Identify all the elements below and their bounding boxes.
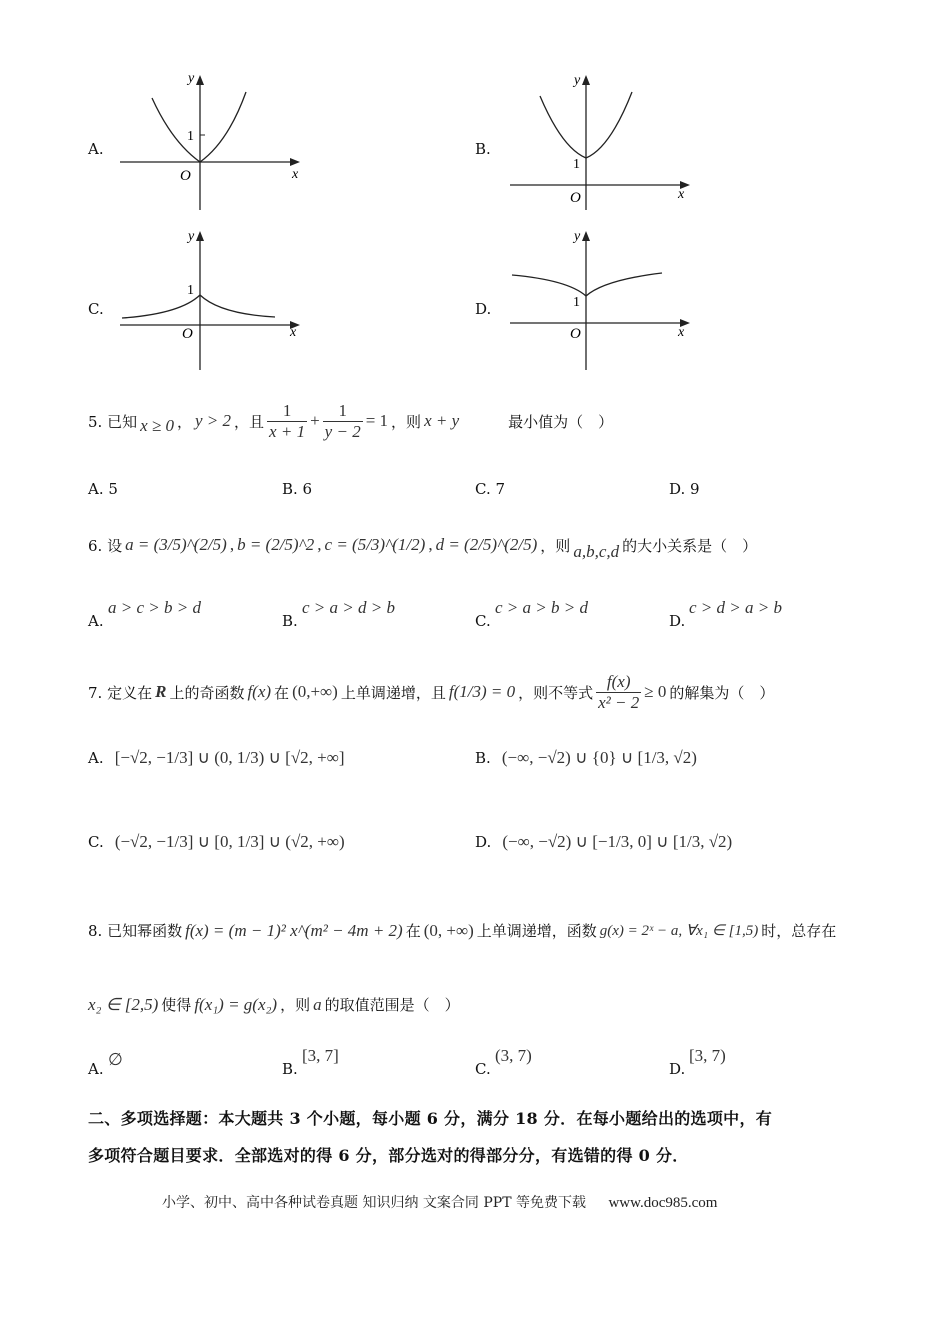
q7-inequality: $\frac{f(x)}{\text{x² − 2}}$	[598, 671, 640, 712]
q5-cond1: x ≥ 0	[140, 416, 174, 435]
q7-option-d: D. (−∞, −√2) ∪ [−1/3, 0] ∪ [1/3, √2)	[475, 832, 733, 851]
q5-fraction-1: $\frac{1}{x + 1}$	[269, 400, 306, 441]
footer-url[interactable]: www.doc985.com	[608, 1195, 718, 1211]
q7-mid3: 上单调递增，且	[340, 683, 446, 702]
graph-c-x-label: x	[290, 325, 297, 340]
q8-interval: (0, +∞)	[423, 920, 474, 940]
q6-vars: a,b,c,d	[573, 542, 620, 561]
q5-equals: = 1	[365, 411, 389, 430]
option-d-label: D.	[475, 300, 492, 318]
q5-fraction-2: $\frac{1}{y - 2}$	[324, 400, 361, 441]
graph-c-tick: 1	[187, 283, 194, 298]
q7-interval: (0,+∞)	[292, 682, 338, 701]
graph-c-y-label: y	[188, 229, 195, 244]
q8-mid1: 在	[405, 922, 421, 940]
question-8-line-1	[88, 920, 836, 941]
graph-a-y-label: y	[188, 71, 195, 86]
q8-a: a	[313, 994, 322, 1014]
question-7	[88, 664, 774, 720]
q7-rel: ≥ 0	[644, 682, 667, 701]
graph-b-x-label: x	[678, 187, 685, 202]
q7-fx: f(x)	[247, 682, 272, 701]
q8-g: g(x) = 2ˣ − a, ∀x₁ ∈ [1,5)	[599, 923, 759, 939]
graph-d-origin: O	[570, 326, 581, 342]
section-2-line-2: 多项符合题目要求．全部选对的得 6 分，部分选对的得部分分，有选错的得 0 分．	[88, 1146, 689, 1165]
footer-text: 小学、初中、高中各种试卷真题 知识归纳 文案合同 PPT 等免费下载	[162, 1195, 586, 1211]
q7-option-b: B. (−∞, −√2) ∪ {0} ∪ [1/3, √2)	[475, 748, 697, 767]
q5-sep2: ，且	[234, 412, 265, 431]
q5-suffix: 最小值为（ ）	[508, 412, 614, 431]
q7-option-c: C. (−√2, −1/3] ∪ [0, 1/3] ∪ (√2, +∞)	[88, 832, 345, 851]
q8-prefix: 8. 已知幂函数	[88, 922, 183, 940]
q7-mid1: 上的奇函数	[169, 683, 245, 702]
q7-mid4: ，则不等式	[518, 683, 594, 702]
graph-b-y-label: y	[574, 73, 581, 88]
q5-plus: +	[310, 411, 320, 430]
graph-option-a	[110, 70, 310, 215]
q6-def-a: a = (3/5)^(2/5)	[125, 535, 227, 554]
footer	[162, 1192, 717, 1212]
q8-x2: x₂ ∈ [2,5)	[88, 994, 159, 1014]
graph-d-y-label: y	[574, 229, 581, 244]
option-c-label: C.	[88, 300, 104, 318]
option-a-label: A.	[88, 140, 104, 158]
q8-suffix: 的取值范围是（ ）	[324, 996, 460, 1014]
q8-mid3: 时，总存在	[761, 922, 837, 940]
q8-func: f(x) = (m − 1)² x^(m² − 4m + 2)	[185, 920, 403, 940]
q7-option-a: A. [−√2, −1/3] ∪ (0, 1/3) ∪ [√2, +∞]	[88, 748, 345, 767]
question-6: 6. 设 a = (3/5)^(2/5) , b = (2/5)^2 , c = (5/3)^(1/2) , d = (2/5)^(2/5) ，则 a,b,c,d 的大小关系是（ ）	[88, 535, 758, 561]
graph-d-tick: 1	[573, 295, 580, 310]
graph-a-tick: 1	[187, 129, 194, 144]
graph-option-c	[110, 228, 310, 373]
graph-option-b	[500, 70, 700, 215]
option-b-label: B.	[475, 140, 491, 158]
q5-sep1: ，	[176, 412, 192, 431]
question-5	[88, 396, 613, 446]
q8-mid2: 上单调递增，函数	[476, 922, 597, 940]
q7-r: R	[155, 682, 167, 701]
graph-a-x-label: x	[292, 167, 299, 182]
q6-def-d: d = (2/5)^(2/5)	[435, 535, 538, 554]
q5-prefix: 5. 已知	[88, 412, 138, 431]
q5-cond2: y > 2	[195, 411, 232, 430]
q7-cond: f(1/3) = 0	[448, 682, 516, 701]
q5-option-a: A. 5	[88, 480, 118, 498]
graph-a-origin: O	[180, 168, 191, 184]
graph-b-tick: 1	[573, 157, 580, 172]
q8-mid4: 使得	[161, 996, 192, 1014]
q8-mid5: ，则	[280, 996, 311, 1014]
q7-suffix: 的解集为（ ）	[669, 683, 775, 702]
q6-def-c: c = (5/3)^(1/2)	[324, 535, 426, 554]
q5-then: ，则	[391, 412, 422, 431]
q5-option-b: B. 6	[282, 480, 313, 498]
section-2-line-1: 二、多项选择题：本大题共 3 个小题，每小题 6 分，满分 18 分．在每小题给出的选项中，有	[88, 1109, 773, 1128]
q6-prefix: 6. 设	[88, 536, 123, 555]
graph-d-x-label: x	[678, 325, 685, 340]
q5-option-c: C. 7	[475, 480, 506, 498]
q7-mid2: 在	[274, 683, 290, 702]
q6-suffix: 的大小关系是（ ）	[622, 536, 758, 555]
graph-c-origin: O	[182, 326, 193, 342]
q7-prefix: 7. 定义在	[88, 683, 153, 702]
graph-option-d	[500, 228, 700, 373]
graph-b-origin: O	[570, 190, 581, 206]
q6-then: ，则	[540, 536, 571, 555]
q5-expr: x + y	[424, 411, 460, 430]
q8-eq: f(x₁) = g(x₂)	[194, 994, 278, 1014]
question-8-line-2	[88, 994, 460, 1015]
q6-def-b: b = (2/5)^2	[237, 535, 315, 554]
q5-option-d: D. 9	[669, 480, 700, 498]
